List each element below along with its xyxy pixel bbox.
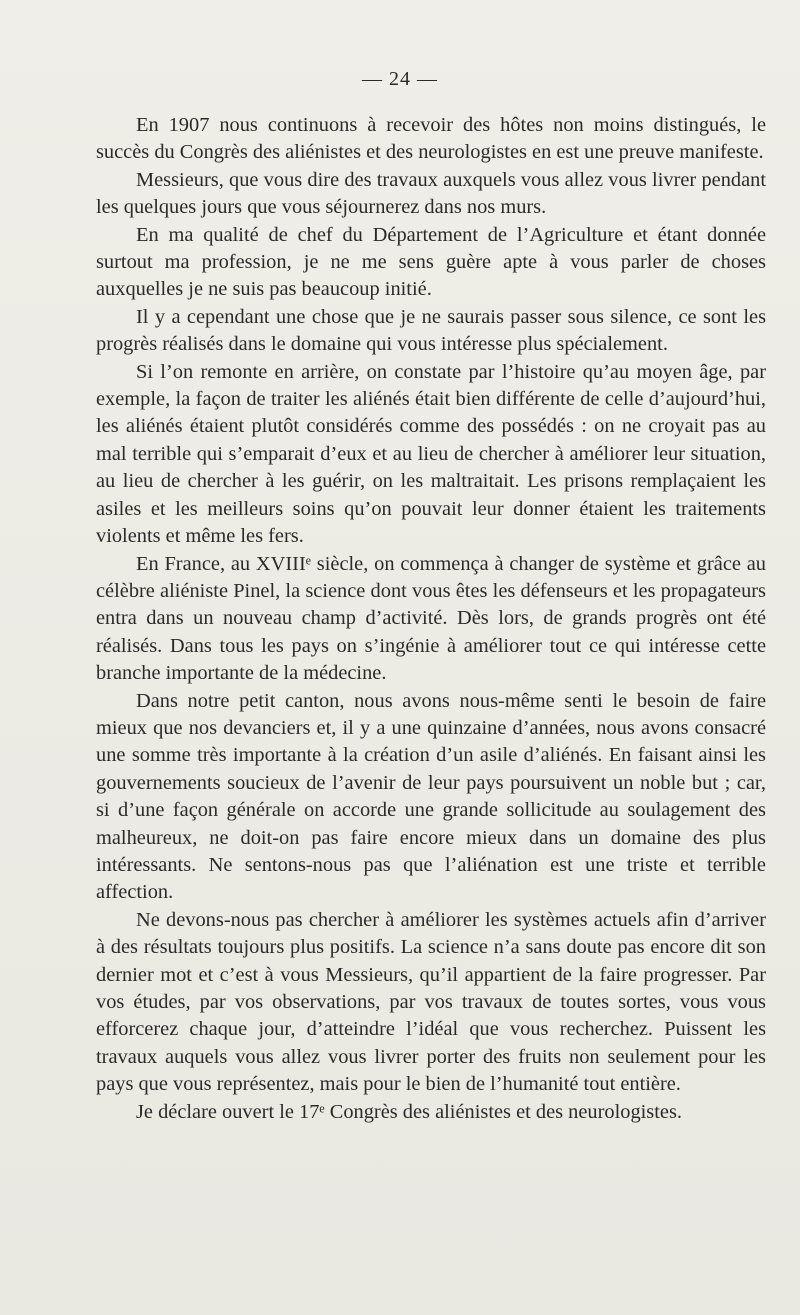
paragraph-9: Je déclare ouvert le 17ᵉ Congrès des aliénistes et des neurologistes. <box>136 1100 682 1123</box>
page-body-text <box>96 112 766 1126</box>
paragraph-4: Il y a cependant une chose que je ne saurais passer sous silence, ce sont les progrès réalisés dans le domaine qui vous intéresse plus spécialement. <box>96 305 766 356</box>
paragraph-2: Messieurs, que vous dire des travaux auxquels vous allez vous livrer pendant les quelques jours que vous séjournerez dans nos murs. <box>96 168 766 219</box>
paragraph-8: Ne devons-nous pas chercher à améliorer les systèmes actuels afin d’arriver à des résultats toujours plus positifs. La science n’a sans doute pas encore dit son dernier mot et c’est à vous Messieurs, qu’il appartient de la faire progresser. Par vos études, par vos observations, par vos travaux de toutes sortes, vous vous efforcerez chaque jour, d’atteindre l’idéal que vous recherchez. Puissent les travaux auquels vous allez vous livrer porter des fruits non seulement pour les pays que vous représentez, mais pour le bien de l’humanité tout entière. <box>96 908 766 1096</box>
paragraph-7: Dans notre petit canton, nous avons nous-même senti le besoin de faire mieux que nos devanciers et, il y a une quinzaine d’années, nous avons consacré une somme très importante à la création d’un asile d’aliénés. En faisant ainsi les gouvernements soucieux de l’avenir de leur pays poursuivent un noble but ; car, si d’une façon générale on accorde une grande sollicitude au soulagement des malheureux, ne doit-on pas faire encore mieux dans un domaine des plus intéressants. Ne sentons-nous pas que l’aliénation est une triste et terrible affection. <box>96 689 766 904</box>
paragraph-6: En France, au XVIIIᵉ siècle, on commença à changer de système et grâce au célèbre aliéniste Pinel, la science dont vous êtes les défenseurs et les propagateurs entra dans un nouveau champ d’activité. Dès lors, de grands progrès ont été réalisés. Dans tous les pays on s’ingénie à améliorer tout ce qui intéresse cette branche importante de la médecine. <box>96 552 766 685</box>
paragraph-1: En 1907 nous continuons à recevoir des hôtes non moins distingués, le succès du Congrès des aliénistes et des neurologistes en est une preuve manifeste. <box>96 114 766 164</box>
paragraph-5: Si l’on remonte en arrière, on constate par l’histoire qu’au moyen âge, par exemple, la façon de traiter les aliénés était bien différente de celle d’aujourd’hui, les aliénés étaient plutôt considérés comme des possédés : on ne croyait pas au mal terrible qui s’emparait d’eux et au lieu de chercher à améliorer leur situation, au lieu de chercher à les guérir, on les maltraitait. Les prisons remplaçaient les asiles et les meilleurs soins qu’on pouvait leur donner étaient les traitements violents et même les fers. <box>96 360 766 548</box>
page-number: — 24 — <box>362 68 438 90</box>
paragraph-3: En ma qualité de chef du Département de l’Agriculture et étant donnée surtout ma profession, je ne me sens guère apte à vous parler de choses auxquelles je ne suis pas beaucoup initié. <box>96 223 766 301</box>
